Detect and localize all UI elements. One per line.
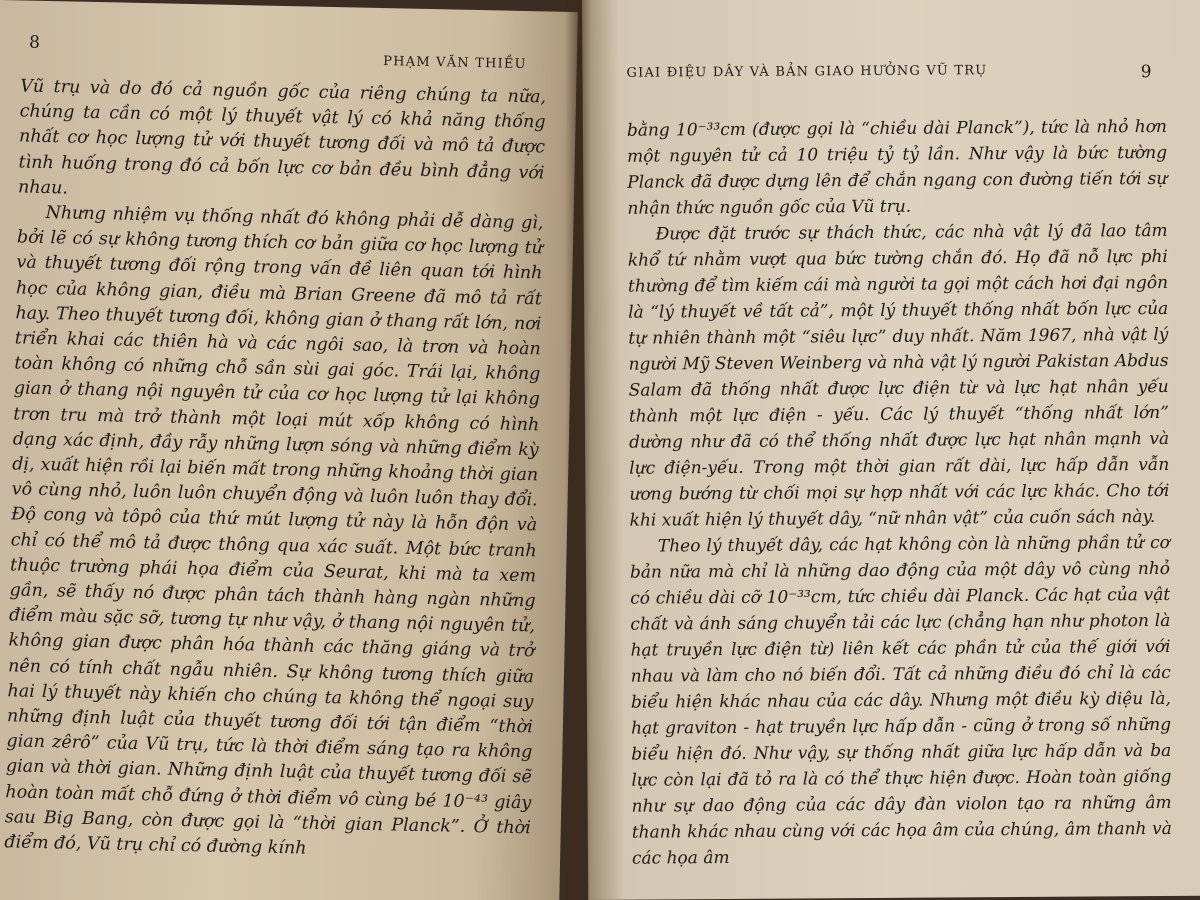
paragraph: Được đặt trước sự thách thức, các nhà vật lý đã lao tâm khổ tứ nhằm vượt qua bức tường chắn đó. Họ đã nỗ lực phi thường để tìm kiếm cái mà người ta gọi một cách hơi đại ngôn là “lý thuyết về tất cả”, một lý thuyết thống nhất bốn lực của tự nhiên thành một “siêu lực” duy nhất. Năm 1967, nhà vật lý người Mỹ Steven Weinberg và nhà vật lý người Pakistan Abdus Salam đã thống nhất được lực điện từ và lực hạt nhân yếu thành một lực điện - yếu. Các lý thuyết “thống nhất lớn” dường như đã có thể thống nhất được lực hạt nhân mạnh và lực điện-yếu. Trong một thời gian rất dài, lực hấp dẫn vẫn ương bướng từ chối mọi sự hợp nhất với các lực khác. Cho tới khi xuất hiện lý thuyết dây, “nữ nhân vật” của cuốn sách này.	[627, 220, 1170, 531]
paragraph: Theo lý thuyết dây, các hạt không còn là những phần tử cơ bản nữa mà chỉ là những dao động của một dây vô cùng nhỏ có chiều dài cỡ 10⁻³³cm, tức chiều dài Planck. Các hạt của vật chất và ánh sáng chuyển tải các lực (chẳng hạn như photon là hạt truyền lực điện từ) liên kết các phần tử của thế giới với nhau và làm cho nó biến đổi. Tất cả những điều đó chỉ là các biểu hiện khác nhau của các dây. Nhưng một điều kỳ diệu là, hạt graviton - hạt truyền lực hấp dẫn - cũng ở trong số những biểu hiện đó. Như vậy, sự thống nhất giữa lực hấp dẫn và ba lực còn lại đã tỏ ra là có thể thực hiện được. Hoàn toàn giống như sự dao động của các dây đàn violon tạo ra những âm thanh khác nhau cùng với các họa âm của chúng, âm thanh và các họa âm	[629, 532, 1172, 869]
right-page-body	[627, 114, 1172, 872]
right-page-header	[626, 56, 1166, 88]
left-page-body	[4, 74, 546, 866]
left-page	[0, 0, 578, 900]
right-page	[582, 0, 1200, 900]
book-gutter	[565, 0, 591, 900]
right-page-number: 9	[1140, 62, 1153, 83]
left-page-header	[21, 32, 547, 71]
left-running-header: PHẠM VĂN THIỀU	[383, 54, 527, 73]
paragraph: Nhưng nhiệm vụ thống nhất đó không phải dễ dàng gì, bởi lẽ có sự không tương thích cơ bản giữa cơ học lượng tử và thuyết tương đối rộng trong vấn đề liên quan tới hình học của không gian, điều mà Brian Greene đã mô tả rất hay. Theo thuyết tương đối, không gian ở thang rất lớn, nơi triển khai các thiên hà và các ngôi sao, là trơn và hoàn toàn không có những chỗ sần sùi gai góc. Trái lại, không gian ở thang nội nguyên tử của cơ học lượng tử lại không trơn tru mà trở thành một loại mút xốp không có hình dạng xác định, đầy rẫy những lượn sóng và những điểm kỳ dị, xuất hiện rồi lại biến mất trong những khoảng thời gian vô cùng nhỏ, luôn luôn chuyển động và luôn luôn thay đổi. Độ cong và tôpô của thứ mút lượng tử này là hỗn độn và chỉ có thể mô tả được thông qua xác suất. Một bức tranh thuộc trường phái họa điểm của Seurat, khi mà ta xem gần, sẽ thấy nó được phân tách thành hàng ngàn những điểm màu sặc sỡ, tương tự như vậy, ở thang nội nguyên tử, không gian được phân hóa thành các thăng giáng và trở nên có tính chất ngẫu nhiên. Sự không tương thích giữa hai lý thuyết này khiến cho chúng ta không thể ngoại suy những định luật của thuyết tương đối tới tận điểm “thời gian zêrô” của Vũ trụ, tức là thời điểm sáng tạo ra không gian và thời gian. Những định luật của thuyết tương đối sẽ hoàn toàn mất chỗ đứng ở thời điểm vô cùng bé 10⁻⁴³ giây sau Big Bang, còn được gọi là “thời gian Planck”. Ở thời điểm đó, Vũ trụ chỉ có đường kính	[4, 203, 544, 859]
left-page-number: 8	[28, 32, 42, 53]
paragraph: bằng 10⁻³³cm (được gọi là “chiều dài Planck”), tức là nhỏ hơn một nguyên tử cả 10 triệu tỷ tỷ lần. Như vậy là bức tường Planck đã được dựng lên để chắn ngang con đường tiến tới sự nhận thức nguồn gốc của Vũ trụ.	[626, 116, 1168, 219]
paragraph: Vũ trụ và do đó cả nguồn gốc của riêng chúng ta nữa, chúng ta cần có một lý thuyết vật lý có khả năng thống nhất cơ học lượng tử với thuyết tương đối và mô tả được tình huống trong đó cả bốn lực cơ bản đều bình đẳng với nhau.	[17, 76, 547, 199]
right-running-header: GIAI ĐIỆU DÂY VÀ BẢN GIAO HƯỞNG VŨ TRỤ	[626, 63, 988, 81]
